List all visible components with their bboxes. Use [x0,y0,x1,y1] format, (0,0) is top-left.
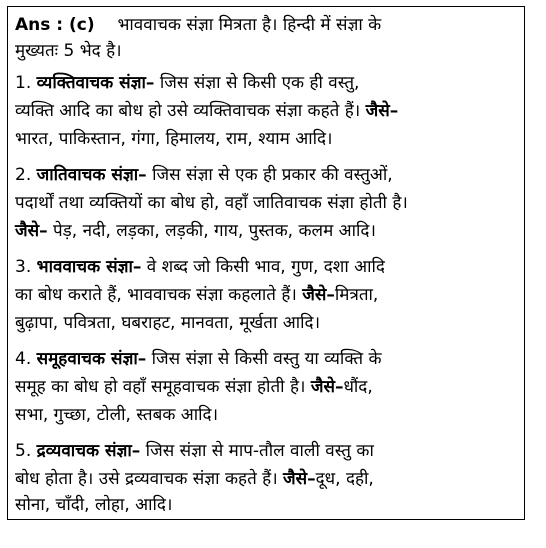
type-1-line-1 [15,73,359,93]
type-4-examples: सभा, गुच्छा, टोली, स्तबक आदि। [15,405,219,425]
example-label: जैसे– [310,377,344,397]
type-5-line-2 [15,469,374,489]
definition-text: जिस संज्ञा से किसी एक ही वस्तु, [159,73,360,93]
answer-line-2: मुख्यतः 5 भेद है। [15,41,122,61]
type-3-examples: बुढ़ापा, पवित्रता, घबराहट, मानवता, मूर्खता आदि। [15,313,321,333]
type-1-examples: भारत, पाकिस्तान, गंगा, हिमालय, राम, श्याम आदि। [15,129,333,149]
example-text: पेड़, नदी, लड़का, लड़की, गाय, पुस्तक, कलम आदि। [53,221,376,241]
type-number: 1. [15,73,32,93]
type-name: समूहवाचक संज्ञा– [36,349,147,369]
definition-text: जिस संज्ञा से किसी वस्तु या व्यक्ति के [151,349,382,369]
example-label: जैसे– [365,101,399,121]
example-text: धौंद, [343,377,373,397]
type-number: 5. [15,441,32,461]
type-2-line-2: पदार्थों तथा व्यक्तियों का बोध हो, वहाँ जातिवाचक संज्ञा होती है। [15,193,408,213]
type-name: जातिवाचक संज्ञा– [36,165,147,185]
type-name: द्रव्यवाचक संज्ञा– [36,441,141,461]
definition-text: व्यक्ति आदि का बोध हो उसे व्यक्तिवाचक संज्ञा कहते हैं। [15,101,361,121]
type-2-line-1 [15,165,393,185]
answer-box [7,6,525,520]
answer-text: भाववाचक संज्ञा मित्रता है। हिन्दी में संज्ञा के [117,15,382,35]
example-label: जैसे– [15,221,48,241]
type-5-examples: सोना, चाँदी, लोहा, आदि। [15,495,173,515]
definition-text: जिस संज्ञा से माप-तौल वाली वस्तु का [145,441,374,461]
definition-text: वे शब्द जो किसी भाव, गुण, दशा आदि [146,257,385,277]
definition-text: का बोध कराते हैं, भाववाचक संज्ञा कहलाते हैं। [15,285,297,305]
type-3-line-1 [15,257,385,277]
type-5-line-1 [15,441,374,461]
answer-line-1 [15,15,381,35]
answer-label: Ans : (c) [15,15,95,35]
type-2-examples [15,221,376,241]
type-number: 4. [15,349,32,369]
type-3-line-2 [15,285,378,305]
type-4-line-1 [15,349,382,369]
type-number: 3. [15,257,32,277]
definition-text: जिस संज्ञा से एक ही प्रकार की वस्तुओं, [152,165,393,185]
type-number: 2. [15,165,32,185]
definition-text: बोध होता है। उसे द्रव्यवाचक संज्ञा कहते हैं। [15,469,278,489]
example-label: जैसे– [283,469,316,489]
type-name: भाववाचक संज्ञा– [36,257,142,277]
type-name: व्यक्तिवाचक संज्ञा– [36,73,155,93]
definition-text: समूह का बोध हो वहाँ समूहवाचक संज्ञा होती है। [15,377,306,397]
type-4-line-2 [15,377,373,397]
example-label: जैसे– [302,285,335,305]
example-text: मित्रता, [334,285,379,305]
type-1-line-2 [15,101,398,121]
example-text: दूध, दही, [315,469,374,489]
